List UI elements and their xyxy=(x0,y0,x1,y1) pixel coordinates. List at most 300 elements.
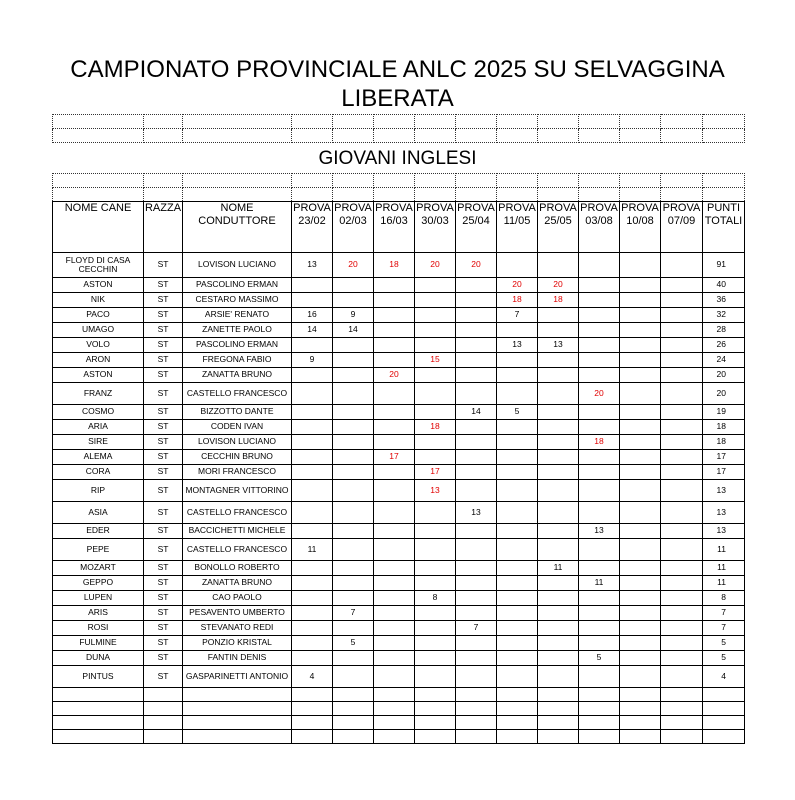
cell-score xyxy=(292,278,333,293)
cell-score xyxy=(415,636,456,651)
blank-cell xyxy=(579,129,620,143)
table-row xyxy=(53,606,745,621)
blank-cell xyxy=(661,188,703,202)
cell-razza: ST xyxy=(144,368,183,383)
cell-score xyxy=(415,576,456,591)
cell-conduttore: BONOLLO ROBERTO xyxy=(183,561,292,576)
cell-score xyxy=(415,383,456,405)
cell-score xyxy=(497,621,538,636)
cell-score xyxy=(620,465,661,480)
header-prova xyxy=(620,202,661,253)
cell-nome-cane: COSMO xyxy=(53,405,144,420)
cell-score xyxy=(661,621,703,636)
header-prova-label: PROVA xyxy=(457,202,495,214)
cell-score xyxy=(456,480,497,502)
cell-score xyxy=(620,293,661,308)
cell-score xyxy=(292,576,333,591)
blank-cell xyxy=(53,730,144,744)
cell-score xyxy=(374,353,415,368)
cell-razza: ST xyxy=(144,353,183,368)
cell-score xyxy=(374,524,415,539)
cell-score xyxy=(620,561,661,576)
cell-conduttore: PESAVENTO UMBERTO xyxy=(183,606,292,621)
blank-cell xyxy=(661,115,703,129)
cell-score xyxy=(292,435,333,450)
cell-razza: ST xyxy=(144,621,183,636)
table-row xyxy=(53,539,745,561)
cell-nome-cane: FULMINE xyxy=(53,636,144,651)
cell-score xyxy=(538,539,579,561)
cell-score xyxy=(620,308,661,323)
blank-cell xyxy=(292,730,333,744)
table-row xyxy=(53,308,745,323)
cell-nome-cane: PEPE xyxy=(53,539,144,561)
header-prova-label: PROVA xyxy=(375,202,413,214)
blank-cell xyxy=(703,174,745,188)
spacer-row xyxy=(53,174,745,188)
cell-score xyxy=(538,405,579,420)
cell-conduttore: ZANATTA BRUNO xyxy=(183,368,292,383)
cell-nome-cane: CORA xyxy=(53,465,144,480)
header-prova xyxy=(333,202,374,253)
cell-score xyxy=(661,636,703,651)
table-row xyxy=(53,465,745,480)
header-prova-date: 25/05 xyxy=(544,215,572,227)
blank-cell xyxy=(497,174,538,188)
cell-conduttore: ZANATTA BRUNO xyxy=(183,576,292,591)
cell-score xyxy=(538,368,579,383)
cell-score xyxy=(333,651,374,666)
cell-nome-cane: GEPPO xyxy=(53,576,144,591)
cell-score xyxy=(292,405,333,420)
blank-cell xyxy=(333,115,374,129)
cell-punti-totali: 24 xyxy=(703,353,745,368)
cell-score xyxy=(415,308,456,323)
cell-score: 20 xyxy=(333,253,374,278)
cell-score xyxy=(415,405,456,420)
header-prova-label: PROVA xyxy=(621,202,659,214)
cell-razza: ST xyxy=(144,591,183,606)
cell-razza: ST xyxy=(144,278,183,293)
blank-cell xyxy=(333,188,374,202)
blank-cell xyxy=(538,115,579,129)
cell-score: 7 xyxy=(333,606,374,621)
cell-score: 13 xyxy=(456,502,497,524)
blank-cell xyxy=(620,115,661,129)
cell-punti-totali: 11 xyxy=(703,539,745,561)
cell-score xyxy=(374,435,415,450)
header-prova xyxy=(415,202,456,253)
cell-score xyxy=(374,561,415,576)
cell-score xyxy=(538,524,579,539)
blank-cell xyxy=(620,188,661,202)
blank-cell xyxy=(292,702,333,716)
cell-score xyxy=(456,539,497,561)
cell-score xyxy=(333,278,374,293)
cell-score xyxy=(661,465,703,480)
table-row xyxy=(53,666,745,688)
cell-score xyxy=(497,539,538,561)
cell-razza: ST xyxy=(144,293,183,308)
blank-cell xyxy=(292,188,333,202)
cell-score xyxy=(333,435,374,450)
blank-cell xyxy=(183,730,292,744)
cell-score xyxy=(620,368,661,383)
cell-score xyxy=(620,420,661,435)
cell-punti-totali: 36 xyxy=(703,293,745,308)
cell-score xyxy=(538,651,579,666)
cell-nome-cane: DUNA xyxy=(53,651,144,666)
cell-nome-cane: ASTON xyxy=(53,278,144,293)
table-row xyxy=(53,651,745,666)
cell-conduttore: FANTIN DENIS xyxy=(183,651,292,666)
blank-cell xyxy=(456,115,497,129)
cell-score xyxy=(333,539,374,561)
cell-score xyxy=(497,606,538,621)
blank-cell xyxy=(456,688,497,702)
cell-conduttore: CAO PAOLO xyxy=(183,591,292,606)
blank-row xyxy=(53,115,745,129)
cell-score xyxy=(333,338,374,353)
cell-score xyxy=(579,420,620,435)
table-row xyxy=(53,293,745,308)
blank-cell xyxy=(497,688,538,702)
cell-score xyxy=(497,561,538,576)
cell-score: 11 xyxy=(292,539,333,561)
table-row xyxy=(53,420,745,435)
cell-punti-totali: 28 xyxy=(703,323,745,338)
cell-razza: ST xyxy=(144,636,183,651)
cell-score xyxy=(415,368,456,383)
cell-score xyxy=(497,450,538,465)
cell-score xyxy=(374,576,415,591)
cell-score xyxy=(292,368,333,383)
blank-cell xyxy=(579,730,620,744)
cell-score xyxy=(456,323,497,338)
cell-nome-cane: PACO xyxy=(53,308,144,323)
cell-score xyxy=(620,524,661,539)
cell-conduttore: PONZIO KRISTAL xyxy=(183,636,292,651)
blank-cell xyxy=(183,702,292,716)
spacer-row xyxy=(53,188,745,202)
cell-punti-totali: 17 xyxy=(703,465,745,480)
cell-score: 20 xyxy=(374,368,415,383)
header-prova-date: 25/04 xyxy=(462,215,490,227)
blank-cell xyxy=(703,702,745,716)
cell-razza: ST xyxy=(144,561,183,576)
cell-punti-totali: 13 xyxy=(703,502,745,524)
cell-score xyxy=(497,502,538,524)
cell-score xyxy=(661,591,703,606)
cell-score xyxy=(456,435,497,450)
cell-score xyxy=(333,293,374,308)
cell-score: 18 xyxy=(538,293,579,308)
cell-score: 9 xyxy=(333,308,374,323)
blank-cell xyxy=(374,188,415,202)
cell-score: 15 xyxy=(415,353,456,368)
table-row xyxy=(53,253,745,278)
cell-score: 13 xyxy=(538,338,579,353)
blank-cell xyxy=(292,129,333,143)
blank-cell xyxy=(374,115,415,129)
cell-score xyxy=(661,353,703,368)
cell-score xyxy=(292,636,333,651)
cell-score xyxy=(292,651,333,666)
cell-razza: ST xyxy=(144,323,183,338)
cell-conduttore: GASPARINETTI ANTONIO xyxy=(183,666,292,688)
cell-score xyxy=(538,420,579,435)
cell-punti-totali: 91 xyxy=(703,253,745,278)
cell-score xyxy=(333,368,374,383)
cell-score xyxy=(579,636,620,651)
blank-cell xyxy=(579,716,620,730)
cell-score xyxy=(661,405,703,420)
cell-score xyxy=(620,450,661,465)
cell-score: 14 xyxy=(292,323,333,338)
cell-punti-totali: 18 xyxy=(703,420,745,435)
cell-score xyxy=(415,502,456,524)
blank-cell xyxy=(374,730,415,744)
blank-cell xyxy=(456,174,497,188)
cell-score xyxy=(620,651,661,666)
cell-score xyxy=(415,621,456,636)
table-row xyxy=(53,368,745,383)
cell-nome-cane: SIRE xyxy=(53,435,144,450)
blank-cell xyxy=(456,129,497,143)
blank-cell xyxy=(661,688,703,702)
cell-score xyxy=(620,502,661,524)
blank-cell xyxy=(703,115,745,129)
blank-row xyxy=(53,730,745,744)
blank-cell xyxy=(144,174,183,188)
cell-punti-totali: 20 xyxy=(703,383,745,405)
cell-score xyxy=(497,353,538,368)
cell-score xyxy=(538,450,579,465)
cell-score xyxy=(374,405,415,420)
header-prova-label: PROVA xyxy=(662,202,701,214)
cell-score xyxy=(292,465,333,480)
blank-cell xyxy=(374,702,415,716)
cell-razza: ST xyxy=(144,450,183,465)
header-prova-label: PROVA xyxy=(580,202,618,214)
cell-score xyxy=(497,435,538,450)
blank-cell xyxy=(415,129,456,143)
cell-score xyxy=(661,420,703,435)
cell-score: 14 xyxy=(333,323,374,338)
header-punti-line-1: PUNTI xyxy=(707,202,740,214)
cell-score xyxy=(374,278,415,293)
cell-punti-totali: 7 xyxy=(703,621,745,636)
cell-score xyxy=(661,606,703,621)
document-title-line-1: CAMPIONATO PROVINCIALE ANLC 2025 SU SELVAGGINA xyxy=(70,56,725,83)
cell-score: 17 xyxy=(415,465,456,480)
cell-score xyxy=(620,383,661,405)
header-prova-date: 10/08 xyxy=(626,215,654,227)
cell-conduttore: LOVISON LUCIANO xyxy=(183,435,292,450)
cell-score xyxy=(374,651,415,666)
cell-razza: ST xyxy=(144,651,183,666)
cell-razza: ST xyxy=(144,576,183,591)
cell-nome-cane: FRANZ xyxy=(53,383,144,405)
cell-score xyxy=(374,480,415,502)
cell-punti-totali: 11 xyxy=(703,576,745,591)
cell-score xyxy=(497,253,538,278)
table-row xyxy=(53,353,745,368)
blank-row xyxy=(53,716,745,730)
cell-score xyxy=(456,524,497,539)
cell-score: 20 xyxy=(415,253,456,278)
cell-score xyxy=(620,323,661,338)
cell-score xyxy=(374,539,415,561)
blank-cell xyxy=(661,174,703,188)
header-punti-totali xyxy=(703,202,745,253)
cell-score xyxy=(333,353,374,368)
blank-cell xyxy=(415,115,456,129)
header-prova-label: PROVA xyxy=(334,202,372,214)
cell-score xyxy=(497,576,538,591)
cell-nome-cane: ARIS xyxy=(53,606,144,621)
cell-score: 4 xyxy=(292,666,333,688)
cell-punti-totali: 40 xyxy=(703,278,745,293)
cell-nome-cane: NIK xyxy=(53,293,144,308)
cell-score xyxy=(292,591,333,606)
blank-cell xyxy=(144,716,183,730)
cell-score: 14 xyxy=(456,405,497,420)
header-prova-date: 23/02 xyxy=(298,215,326,227)
table-row xyxy=(53,338,745,353)
blank-cell xyxy=(703,730,745,744)
cell-score xyxy=(333,576,374,591)
blank-cell xyxy=(579,174,620,188)
cell-score xyxy=(661,450,703,465)
cell-score xyxy=(579,293,620,308)
blank-cell xyxy=(183,716,292,730)
table-row xyxy=(53,278,745,293)
cell-score: 5 xyxy=(333,636,374,651)
blank-cell xyxy=(538,702,579,716)
cell-score xyxy=(579,323,620,338)
cell-score xyxy=(333,465,374,480)
cell-score xyxy=(497,636,538,651)
cell-conduttore: CESTARO MASSIMO xyxy=(183,293,292,308)
blank-cell xyxy=(497,716,538,730)
blank-cell xyxy=(661,730,703,744)
cell-score: 11 xyxy=(538,561,579,576)
cell-score xyxy=(620,576,661,591)
cell-score xyxy=(620,666,661,688)
cell-score xyxy=(579,561,620,576)
cell-score xyxy=(374,293,415,308)
cell-score xyxy=(661,293,703,308)
blank-cell xyxy=(292,174,333,188)
blank-cell xyxy=(661,702,703,716)
cell-razza: ST xyxy=(144,338,183,353)
document-title-line-2: LIBERATA xyxy=(341,85,454,112)
cell-score xyxy=(661,338,703,353)
cell-score xyxy=(579,621,620,636)
cell-conduttore: PASCOLINO ERMAN xyxy=(183,338,292,353)
blank-grid-top xyxy=(52,114,745,143)
blank-cell xyxy=(292,716,333,730)
blank-cell xyxy=(620,702,661,716)
header-prova-label: PROVA xyxy=(498,202,536,214)
blank-cell xyxy=(497,115,538,129)
cell-score xyxy=(456,353,497,368)
table-row xyxy=(53,561,745,576)
cell-conduttore: BIZZOTTO DANTE xyxy=(183,405,292,420)
blank-cell xyxy=(538,188,579,202)
cell-score: 18 xyxy=(415,420,456,435)
cell-score xyxy=(374,591,415,606)
cell-conduttore: MORI FRANCESCO xyxy=(183,465,292,480)
cell-score xyxy=(538,480,579,502)
cell-score xyxy=(333,524,374,539)
cell-score xyxy=(374,308,415,323)
cell-score xyxy=(538,636,579,651)
cell-razza: ST xyxy=(144,606,183,621)
table-row xyxy=(53,576,745,591)
cell-score xyxy=(579,666,620,688)
cell-score xyxy=(661,576,703,591)
cell-score xyxy=(661,502,703,524)
blank-cell xyxy=(415,688,456,702)
blank-cell xyxy=(538,688,579,702)
cell-score xyxy=(620,253,661,278)
header-prova-date: 30/03 xyxy=(421,215,449,227)
cell-score xyxy=(538,353,579,368)
cell-score xyxy=(292,293,333,308)
blank-cell xyxy=(333,688,374,702)
cell-score xyxy=(333,383,374,405)
header-prova xyxy=(374,202,415,253)
cell-score xyxy=(333,621,374,636)
cell-razza: ST xyxy=(144,420,183,435)
table-row xyxy=(53,524,745,539)
cell-score xyxy=(415,666,456,688)
blank-cell xyxy=(703,188,745,202)
cell-score xyxy=(579,308,620,323)
cell-score: 8 xyxy=(415,591,456,606)
cell-score xyxy=(374,666,415,688)
cell-score xyxy=(620,539,661,561)
cell-punti-totali: 8 xyxy=(703,591,745,606)
blank-cell xyxy=(456,716,497,730)
cell-score xyxy=(415,539,456,561)
header-row xyxy=(53,202,745,253)
cell-punti-totali: 19 xyxy=(703,405,745,420)
cell-score xyxy=(620,353,661,368)
cell-score xyxy=(661,383,703,405)
cell-conduttore: STEVANATO REDI xyxy=(183,621,292,636)
header-prova-label: PROVA xyxy=(416,202,454,214)
cell-score xyxy=(620,621,661,636)
cell-razza: ST xyxy=(144,253,183,278)
blank-cell xyxy=(53,115,144,129)
cell-nome-cane: VOLO xyxy=(53,338,144,353)
blank-cell xyxy=(183,188,292,202)
cell-score xyxy=(292,561,333,576)
blank-cell xyxy=(661,129,703,143)
blank-row xyxy=(53,702,745,716)
cell-score xyxy=(620,405,661,420)
cell-score xyxy=(497,465,538,480)
header-prova xyxy=(538,202,579,253)
blank-cell xyxy=(415,702,456,716)
cell-score: 18 xyxy=(497,293,538,308)
cell-score xyxy=(456,420,497,435)
blank-cell xyxy=(183,688,292,702)
header-nome-cane: NOME CANE xyxy=(53,202,144,253)
